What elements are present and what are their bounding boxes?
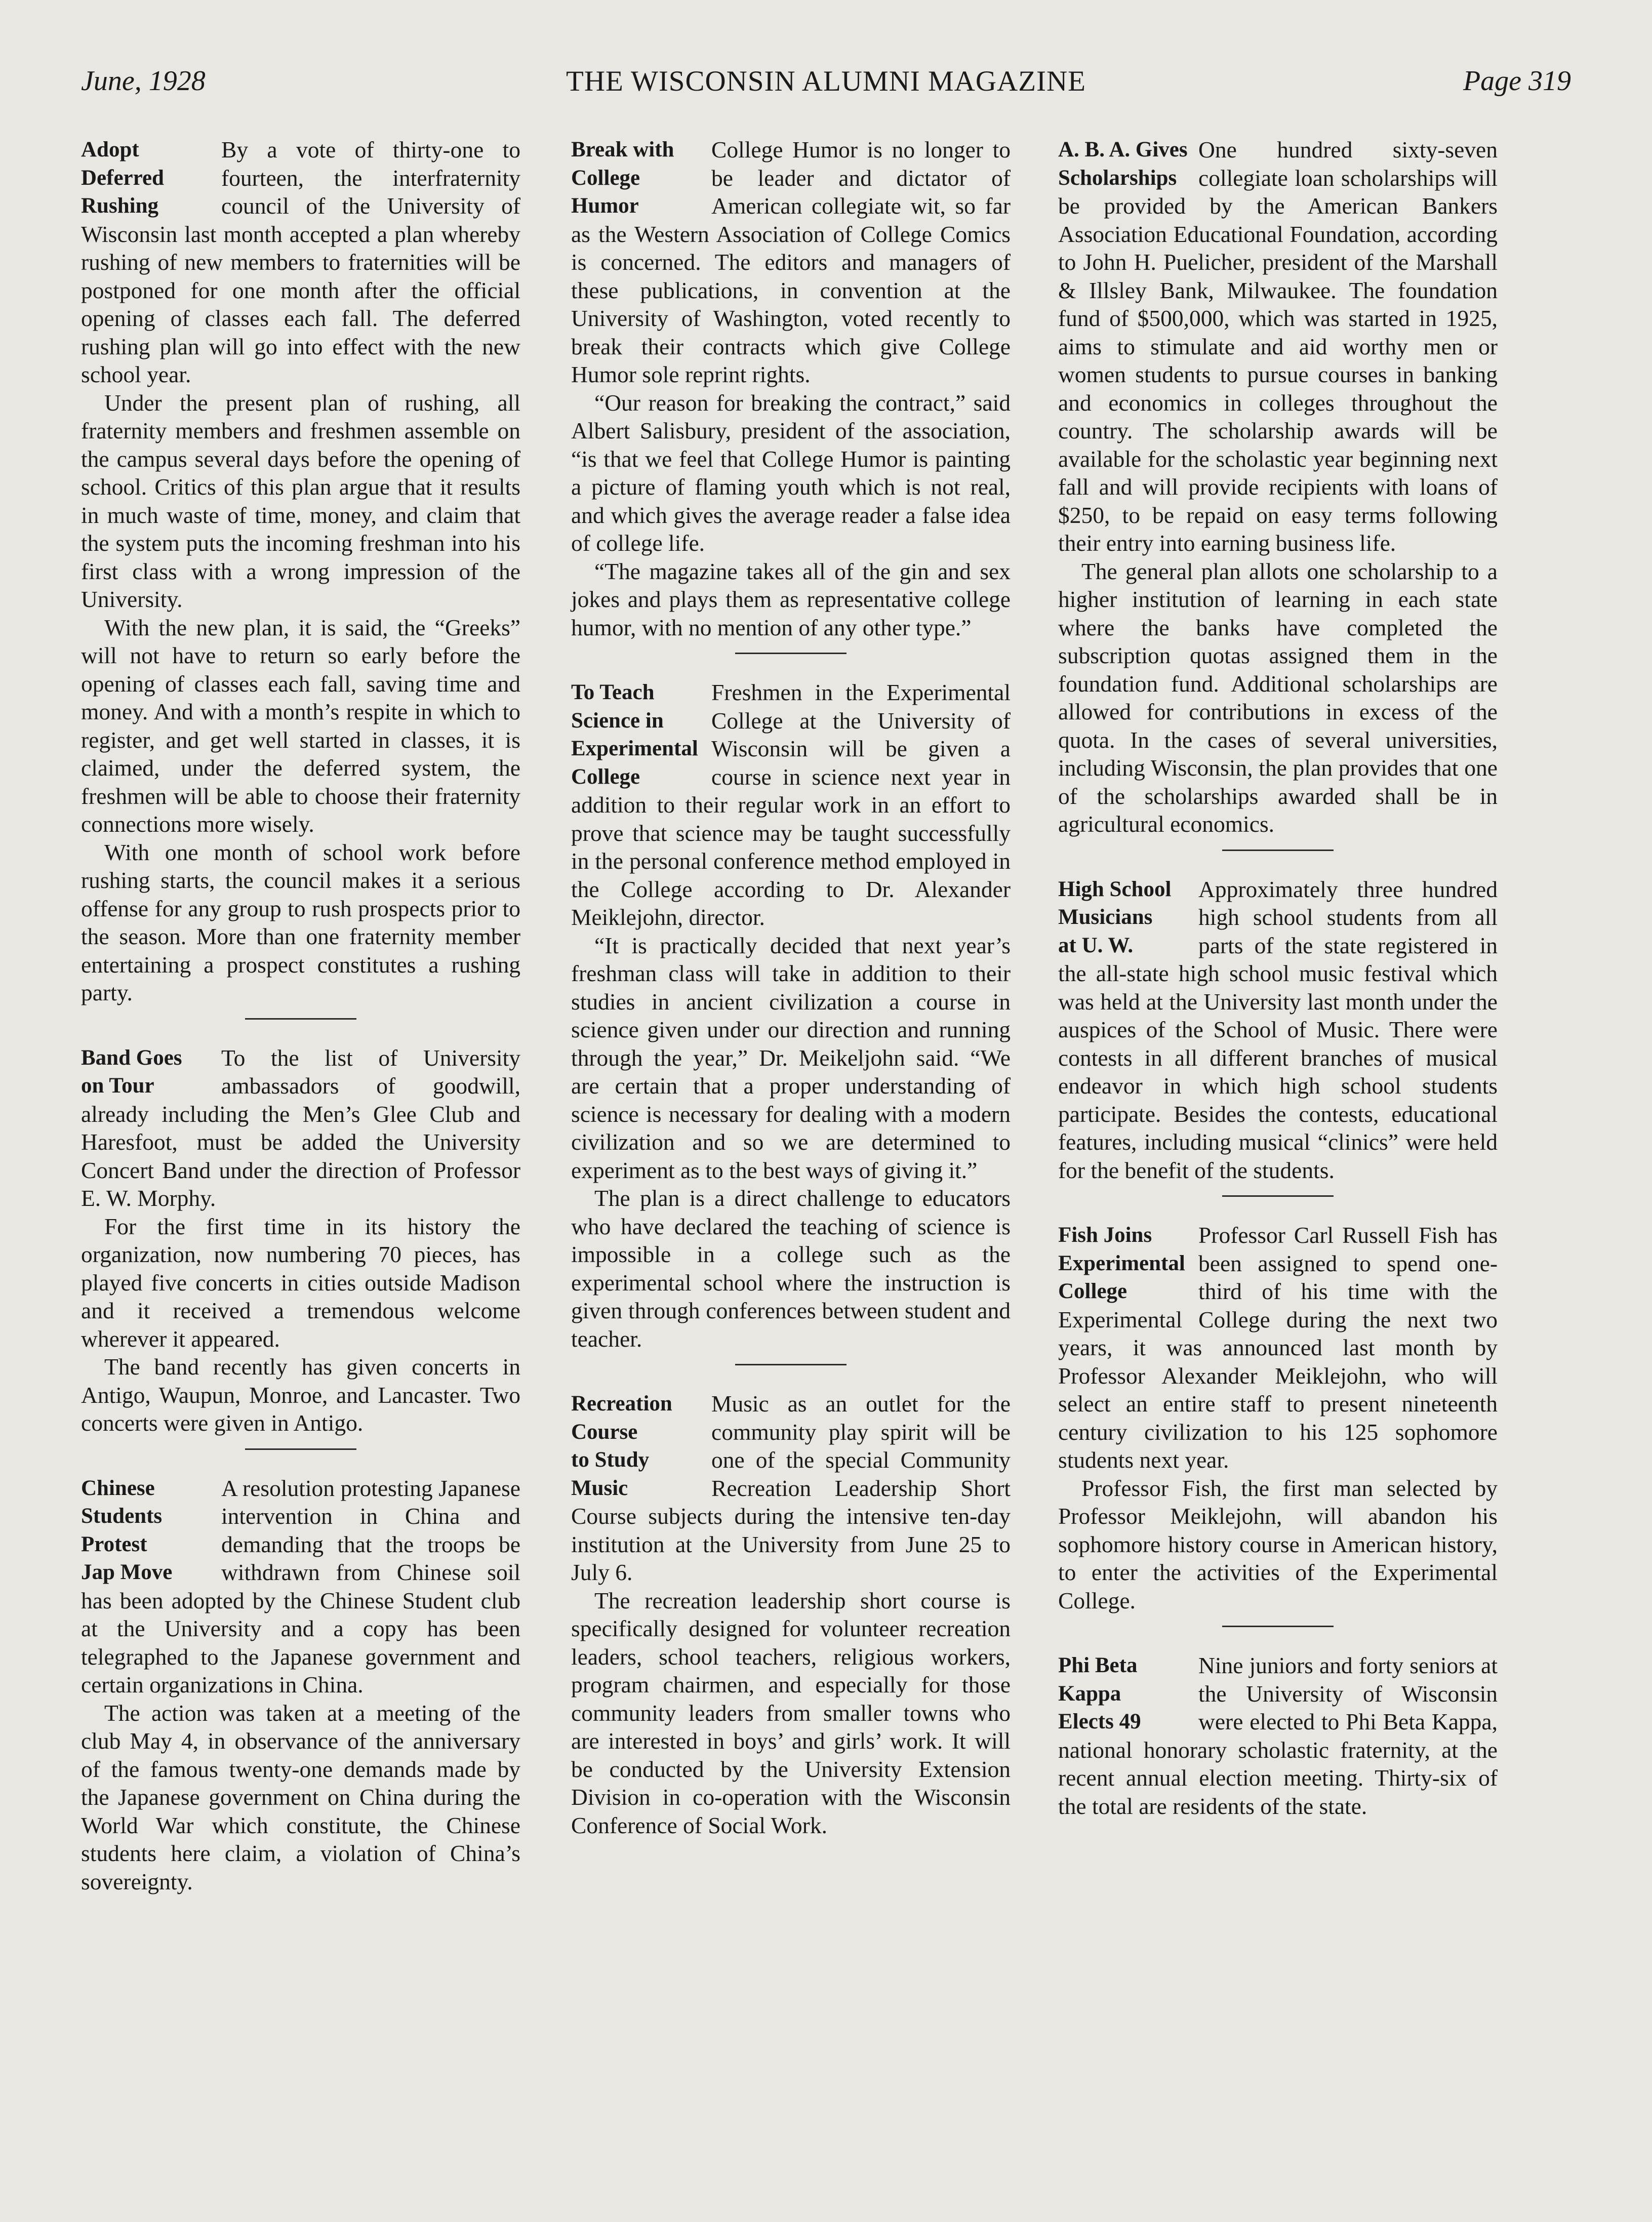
- article-paragraph: Freshmen in the Experimental College at the University of Wisconsin will be given a course in science next year in addition to their regular work in an effort to prove that science may be taught successfully in the personal conference method employed in the College according to Dr. Alexander Meiklejohn, director.: [571, 679, 1011, 930]
- article-paragraph: The recreation leadership short course is specifically designed for volunteer recreation leaders, school teachers, religious workers, program chairmen, and especially for those community leaders from smaller towns who are interested in boys’ and girls’ work. It will be conducted by the University Extension Division in co-operation with the Wisconsin Conference of Social Work.: [571, 1587, 1011, 1838]
- article-paragraph: “Our reason for breaking the contract,” said Albert Salisbury, president of the association, “is that we feel that College Humor is painting a picture of flaming youth which is not real, and which gives the average reader a false idea of college life.: [571, 389, 1011, 556]
- article-paragraph: A resolution protesting Japanese intervention in China and demanding that the troops be withdrawn from Chinese soil has been adopted by the Chinese Student club at the University and a copy has been telegraphed to the Japanese government and certain organizations in China.: [81, 1475, 520, 1698]
- article-aba-scholarships: [1058, 136, 1498, 838]
- article-headline: To Teach Science in Experimental College: [571, 680, 698, 789]
- article-fish-joins-college: [1058, 1221, 1498, 1614]
- article-paragraph: Nine juniors and forty seniors at the University of Wisconsin were elected to Phi Beta Kappa, national honorary scholastic fraternity, at the recent annual election meeting. Thirty-six of the total are residents of the state.: [1058, 1652, 1498, 1819]
- column-1: [81, 136, 520, 1906]
- article-paragraph: The plan is a direct challenge to educators who have declared the teaching of science is impossible in a college such as the experimental school where the instruction is given through conferences between student and teacher.: [571, 1185, 1011, 1352]
- article-headline: Fish Joins Experimental College: [1058, 1223, 1185, 1303]
- article-headline: Recreation Course to Study Music: [571, 1392, 672, 1500]
- running-head: [81, 65, 1571, 105]
- page-number: Page 319: [1463, 65, 1571, 97]
- article-paragraph: With one month of school work before rushing starts, the council makes it a serious offense for any group to rush prospects prior to the season. More than one fraternity member entertaining a prospect constitutes a rushing party.: [81, 839, 520, 1005]
- article-break-with-college-humor: [571, 136, 1011, 641]
- article-chinese-students-protest: [81, 1474, 520, 1896]
- article-headline: Phi Beta Kappa Elects 49: [1058, 1653, 1141, 1733]
- article-paragraph: Professor Fish, the first man selected by Professor Meiklejohn, will abandon his sophomore history course in American history, to enter the activities of the Experimental College.: [1058, 1475, 1498, 1613]
- article-paragraph: With the new plan, it is said, the “Greeks” will not have to return so early before the opening of classes each fall, saving time and money. And with a month’s respite in which to register, and get well started in classes, it is claimed, under the deferred system, the freshmen will be able to choose their fraternity connections more wisely.: [81, 614, 520, 837]
- article-paragraph: College Humor is no longer to be leader and dictator of American collegiate wit, so far as the Western Association of College Comics is concerned. The editors and managers of these publications, in convention at the University of Washington, voted recently to break their contracts which give College Humor sole reprint rights.: [571, 137, 1011, 387]
- article-paragraph: The band recently has given concerts in Antigo, Waupun, Monroe, and Lancaster. Two concerts were given in Antigo.: [81, 1354, 520, 1436]
- article-paragraph: Under the present plan of rushing, all fraternity members and freshmen assemble on the campus several days before the opening of school. Critics of this plan argue that it results in much waste of time, money, and claim that the system puts the incoming freshman into his first class with a wrong impression of the University.: [81, 389, 520, 612]
- article-paragraph: “The magazine takes all of the gin and sex jokes and plays them as representative college humor, with no mention of any other type.”: [571, 558, 1011, 640]
- article-paragraph: Music as an outlet for the community play spirit will be one of the special Community Recreation Leadership Short Course subjects during the intensive ten-day institution at the University from June 25 to July 6.: [571, 1391, 1011, 1585]
- article-band-goes-on-tour: [81, 1044, 520, 1437]
- article-paragraph: The action was taken at a meeting of the club May 4, in observance of the anniversary of the famous twenty-one demands made by the Japanese government on China during the World War which constitute, the Chinese students here claim, a violation of China’s sovereignty.: [81, 1700, 520, 1894]
- section-divider: [735, 1364, 847, 1365]
- section-divider: [245, 1448, 356, 1450]
- column-2: [571, 136, 1011, 1849]
- column-3: [1058, 136, 1498, 1830]
- article-paragraph: One hundred sixty-seven collegiate loan scholarships will be provided by the American Bankers Association Educational Foundation, according to John H. Puelicher, president of the Marshall & Illsley Bank, Milwaukee. The foundation fund of $500,000, which was started in 1925, aims to stimulate and aid worthy men or women students to pursue courses in banking and economics in colleges throughout the country. The scholarship awards will be available for the scholastic year beginning next fall and will provide recipients with loans of $250, to be repaid on easy terms following their entry into earning business life.: [1058, 137, 1498, 556]
- article-high-school-musicians: [1058, 875, 1498, 1185]
- article-recreation-course-music: [571, 1390, 1011, 1839]
- article-headline: A. B. A. Gives Scholarships: [1058, 138, 1188, 190]
- section-divider: [245, 1018, 356, 1020]
- article-paragraph: To the list of University ambassadors of goodwill, already including the Men’s Glee Club and Haresfoot, must be added the University Concert Band under the direction of Professor E. W. Morphy.: [81, 1044, 520, 1211]
- issue-date: June, 1928: [81, 65, 206, 97]
- article-headline: Break with College Humor: [571, 138, 674, 218]
- article-paragraph: “It is practically decided that next year’s freshman class will take in addition to their studies in ancient civilization a course in science given under our direction and running through the year,” Dr. Meikeljohn said. “We are certain that a proper understanding of science is necessary for dealing with a modern civilization and so we are determined to experiment as to the best ways of giving it.”: [571, 932, 1011, 1183]
- section-divider: [1222, 1626, 1334, 1627]
- article-paragraph: The general plan allots one scholarship to a higher institution of learning in each state where the banks have completed the subscription quotas assigned them in the foundation fund. Additional scholarships are allowed for contributions in excess of the quota. In the cases of several universities, including Wisconsin, the plan provides that one of the scholarships awarded shall be in agricultural economics.: [1058, 558, 1498, 837]
- article-adopt-deferred-rushing: [81, 136, 520, 1007]
- article-paragraph: For the first time in its history the organization, now numbering 70 pieces, has played five concerts in cities outside Madison and it received a tremendous welcome wherever it appeared.: [81, 1213, 520, 1352]
- article-headline: Chinese Students Protest Jap Move: [81, 1476, 173, 1584]
- article-paragraph: Professor Carl Russell Fish has been assigned to spend one-third of his time with the Experimental College during the next two years, it was announced last month by Professor Alexander Meiklejohn, who will select an entire staff to present nineteenth century civilization to his 125 sophomore students next year.: [1058, 1222, 1498, 1473]
- article-headline: Band Goes on Tour: [81, 1045, 182, 1098]
- article-to-teach-science: [571, 678, 1011, 1353]
- section-divider: [735, 653, 847, 654]
- section-divider: [1222, 850, 1334, 851]
- article-phi-beta-kappa: [1058, 1651, 1498, 1820]
- article-paragraph: By a vote of thirty-one to fourteen, the interfraternity council of the University of Wisconsin last month accepted a plan whereby rushing of new members to fraternities will be postponed for one month after the official opening of classes each fall. The deferred rushing plan will go into effect with the new school year.: [81, 137, 520, 387]
- article-headline: High School Musicians at U. W.: [1058, 877, 1172, 957]
- article-paragraph: Approximately three hundred high school students from all parts of the state registered in the all-state high school music festival which was held at the University last month under the auspices of the School of Music. There were contests in all different branches of musical endeavor in which high school students participate. Besides the contests, educational features, including musical “clinics” were held for the benefit of the students.: [1058, 876, 1498, 1183]
- section-divider: [1222, 1195, 1334, 1197]
- article-headline: Adopt Deferred Rushing: [81, 138, 164, 218]
- magazine-title: THE WISCONSIN ALUMNI MAGAZINE: [566, 65, 1086, 97]
